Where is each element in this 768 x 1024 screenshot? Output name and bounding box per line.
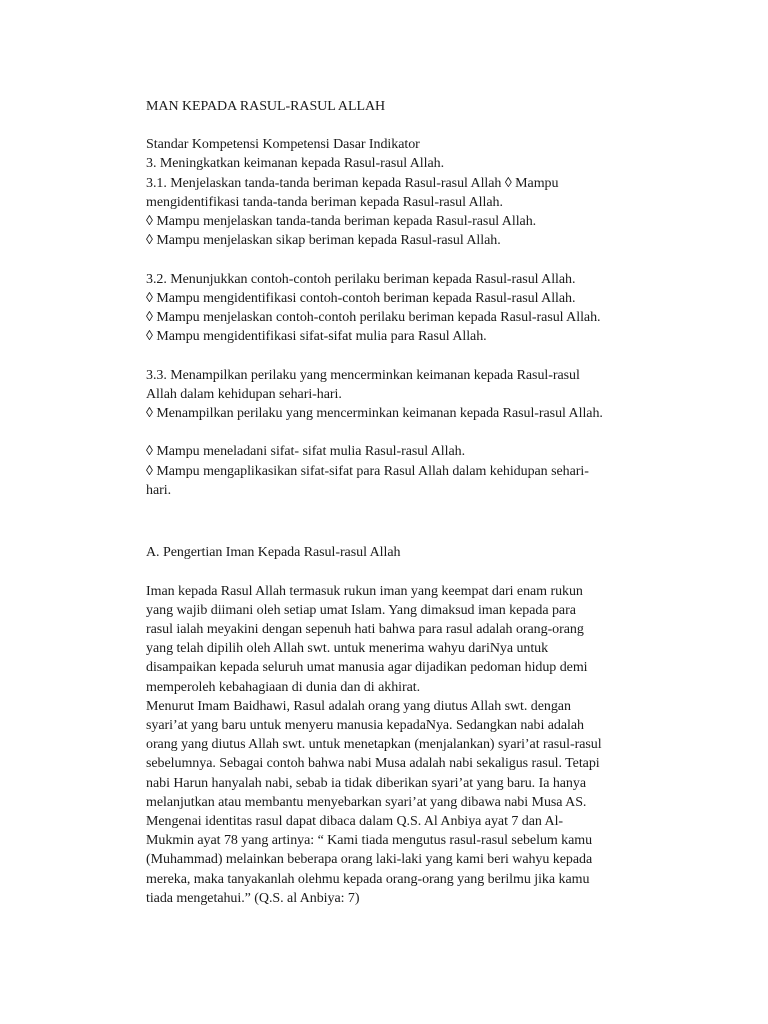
text-line: 3.2. Menunjukkan contoh-contoh perilaku beriman kepada Rasul-rasul Allah.	[146, 271, 576, 287]
spacer	[146, 346, 666, 365]
text-line: ◊ Mampu menjelaskan contoh-contoh perilaku beriman kepada Rasul-rasul Allah.	[146, 310, 601, 326]
spacer	[146, 519, 666, 543]
text-line: hari.	[146, 482, 172, 498]
text-line: ◊ Mampu menjelaskan tanda-tanda beriman kepada Rasul-rasul Allah.	[146, 214, 537, 230]
paragraph-line: melanjutkan atau membantu menyebarkan syari’at yang dibawa nabi Musa AS.	[146, 794, 587, 810]
text-line: ◊ Mampu meneladani sifat- sifat mulia Rasul-rasul Allah.	[146, 444, 466, 460]
paragraph-line: Mukmin ayat 78 yang artinya: “ Kami tiada mengutus rasul-rasul sebelum kamu	[146, 833, 593, 849]
paragraph-line: yang telah dipilih oleh Allah swt. untuk menerima wahyu dariNya untuk	[146, 641, 549, 657]
spacer	[146, 250, 666, 269]
spacer	[146, 562, 666, 581]
paragraph-line: nabi Harun hanyalah nabi, sebab ia tidak diberikan syari’at yang baru. Ia hanya	[146, 775, 586, 791]
paragraph-line: memperoleh kebahagiaan di dunia dan di akhirat.	[146, 679, 421, 695]
section-heading: A. Pengertian Iman Kepada Rasul-rasul Allah	[146, 545, 401, 561]
paragraph-line: rasul ialah meyakini dengan sepenuh hati bahwa para rasul adalah orang-orang	[146, 622, 584, 637]
text-line: ◊ Mampu menjelaskan sikap beriman kepada Rasul-rasul Allah.	[146, 233, 501, 249]
paragraph-line: syari’at yang baru untuk menyeru manusia kepadaNya. Sedangkan nabi adalah	[146, 718, 584, 734]
paragraph-line: tiada mengetahui.” (Q.S. al Anbiya: 7)	[146, 890, 360, 906]
competency-header: Standar Kompetensi Kompetensi Dasar Indikator	[146, 137, 420, 153]
paragraph-line: yang wajib diimani oleh setiap umat Islam. Yang dimaksud iman kepada para	[146, 602, 576, 618]
paragraph-line: Iman kepada Rasul Allah termasuk rukun iman yang keempat dari enam rukun	[146, 583, 583, 599]
paragraph-line: Mengenai identitas rasul dapat dibaca dalam Q.S. Al Anbiya ayat 7 dan Al-	[146, 814, 564, 830]
text-line: mengidentifikasi tanda-tanda beriman kepada Rasul-rasul Allah.	[146, 194, 503, 210]
document-title: MAN KEPADA RASUL-RASUL ALLAH	[146, 99, 386, 114]
text-line: Allah dalam kehidupan sehari-hari.	[146, 386, 342, 402]
text-line: 3.3. Menampilkan perilaku yang mencerminkan keimanan kepada Rasul-rasul	[146, 367, 580, 383]
text-line: ◊ Mampu mengaplikasikan sifat-sifat para Rasul Allah dalam kehidupan sehari-	[146, 463, 589, 479]
paragraph-line: (Muhammad) melainkan beberapa orang laki-laki yang kami beri wahyu kepada	[146, 852, 593, 868]
competency-standard: 3. Meningkatkan keimanan kepada Rasul-rasul Allah.	[146, 156, 445, 172]
paragraph-line: Menurut Imam Baidhawi, Rasul adalah orang yang diutus Allah swt. dengan	[146, 698, 571, 714]
document-page	[146, 97, 666, 908]
spacer	[146, 500, 666, 519]
paragraph-line: orang yang diutus Allah swt. untuk menetapkan (menjalankan) syari’at rasul-rasul	[146, 737, 602, 753]
spacer	[146, 423, 666, 442]
text-line: 3.1. Menjelaskan tanda-tanda beriman kepada Rasul-rasul Allah ◊ Mampu	[146, 175, 559, 191]
paragraph-line: sebelumnya. Sebagai contoh bahwa nabi Musa adalah nabi sekaligus rasul. Tetapi	[146, 756, 600, 772]
paragraph-line: disampaikan kepada seluruh umat manusia agar dijadikan pedoman hidup demi	[146, 660, 588, 676]
text-line: ◊ Menampilkan perilaku yang mencerminkan keimanan kepada Rasul-rasul Allah.	[146, 406, 603, 422]
text-line: ◊ Mampu mengidentifikasi sifat-sifat mulia para Rasul Allah.	[146, 329, 487, 345]
paragraph-line: mereka, maka tanyakanlah olehmu kepada orang-orang yang berilmu jika kamu	[146, 871, 590, 887]
text-line: ◊ Mampu mengidentifikasi contoh-contoh beriman kepada Rasul-rasul Allah.	[146, 290, 576, 306]
